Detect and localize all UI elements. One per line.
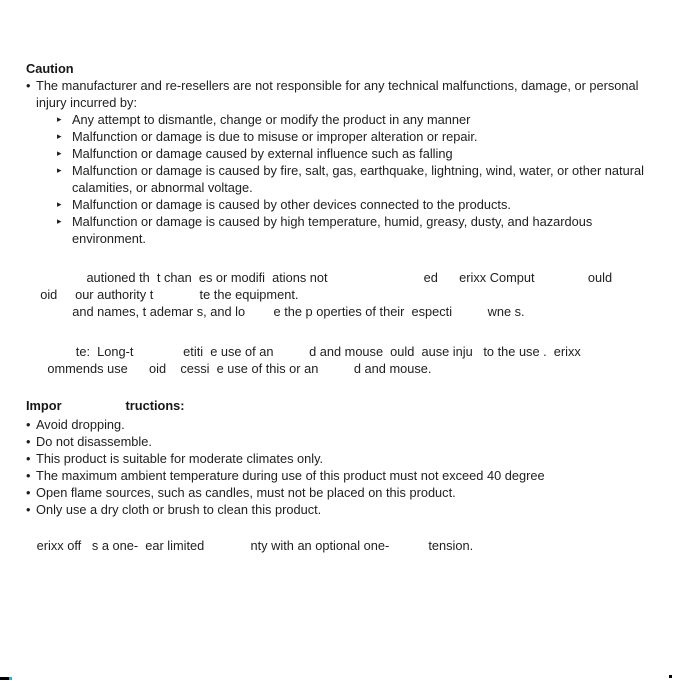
list-item-text: The manufacturer and re-resellers are not responsible for any technical malfunctions, damage, or personal xyxy=(36,78,639,93)
list-item xyxy=(26,433,665,450)
list-item xyxy=(26,467,665,484)
list-item xyxy=(26,450,665,467)
usage-note-paragraph xyxy=(26,343,665,377)
faded-text-line: erixx off s a one- ear limited nty with an optional one- tension. xyxy=(26,538,474,553)
list-item-text: The maximum ambient temperature during use of this product must not exceed 40 degree xyxy=(36,468,545,483)
faded-text-line: ommends use oid cessi e use of this or an d and mouse. xyxy=(26,361,432,376)
list-item xyxy=(26,196,665,213)
arrow-bullet-icon: ▸ xyxy=(57,216,62,226)
faded-text-line: te: Long-t etiti e use of an d and mouse ould ause inju to the use . erixx xyxy=(26,344,581,359)
list-item xyxy=(26,77,665,111)
list-item xyxy=(26,484,665,501)
safety-instructions-section xyxy=(26,397,665,414)
list-item xyxy=(26,213,665,247)
bullet-icon: • xyxy=(26,468,31,483)
page-edge-artifact-accent xyxy=(9,677,12,680)
bullet-icon: • xyxy=(26,485,31,500)
list-item-text: injury incurred by: xyxy=(36,95,137,110)
fcc-statement-paragraph xyxy=(26,269,665,320)
list-item-text: Avoid dropping. xyxy=(36,417,125,432)
list-item-text: Do not disassemble. xyxy=(36,434,152,449)
arrow-bullet-icon: ▸ xyxy=(57,131,62,141)
list-item xyxy=(26,145,665,162)
faded-text-line: autioned th t chan es or modifi ations not ed erixx Comput ould xyxy=(26,270,613,285)
bullet-icon: • xyxy=(26,451,31,466)
list-item xyxy=(26,501,665,518)
faded-text-line: oid our authority t te the equipment. xyxy=(26,287,299,302)
bullet-icon: • xyxy=(26,417,31,432)
safety-instructions-list xyxy=(26,416,665,518)
arrow-bullet-icon: ▸ xyxy=(57,199,62,209)
arrow-bullet-icon: ▸ xyxy=(57,114,62,124)
caution-section xyxy=(26,60,665,247)
list-item-text: Malfunction or damage is caused by fire, salt, gas, earthquake, lightning, wind, water, or other natural xyxy=(72,163,644,178)
list-item xyxy=(26,111,665,128)
list-item xyxy=(26,162,665,196)
list-item-text: calamities, or abnormal voltage. xyxy=(72,180,253,195)
list-item xyxy=(26,128,665,145)
caution-heading: Caution xyxy=(26,61,74,76)
list-item-text: Malfunction or damage is due to misuse or improper alteration or repair. xyxy=(72,129,478,144)
list-item-text: Malfunction or damage is caused by high temperature, humid, greasy, dusty, and hazardous xyxy=(72,214,593,229)
bullet-icon: • xyxy=(26,502,31,517)
page-edge-artifact-bottom-left xyxy=(0,677,12,680)
list-item-text: Malfunction or damage caused by external influence such as falling xyxy=(72,146,453,161)
bullet-icon: • xyxy=(26,434,31,449)
page-edge-artifact-bottom-right xyxy=(669,675,672,678)
list-item-text: Open flame sources, such as candles, must not be placed on this product. xyxy=(36,485,456,500)
safety-instructions-heading: Impor tructions: xyxy=(26,398,185,413)
list-item-text: Any attempt to dismantle, change or modify the product in any manner xyxy=(72,112,471,127)
arrow-bullet-icon: ▸ xyxy=(57,148,62,158)
arrow-bullet-icon: ▸ xyxy=(57,165,62,175)
faded-text-line: and names, t ademar s, and lo e the p operties of their especti wne s. xyxy=(26,304,525,319)
warranty-statement xyxy=(26,537,665,554)
list-item-text: Only use a dry cloth or brush to clean this product. xyxy=(36,502,322,517)
list-item-text: Malfunction or damage is caused by other devices connected to the products. xyxy=(72,197,511,212)
list-item xyxy=(26,416,665,433)
bullet-icon: • xyxy=(26,78,31,93)
list-item-text: This product is suitable for moderate climates only. xyxy=(36,451,324,466)
list-item-text: environment. xyxy=(72,231,146,246)
